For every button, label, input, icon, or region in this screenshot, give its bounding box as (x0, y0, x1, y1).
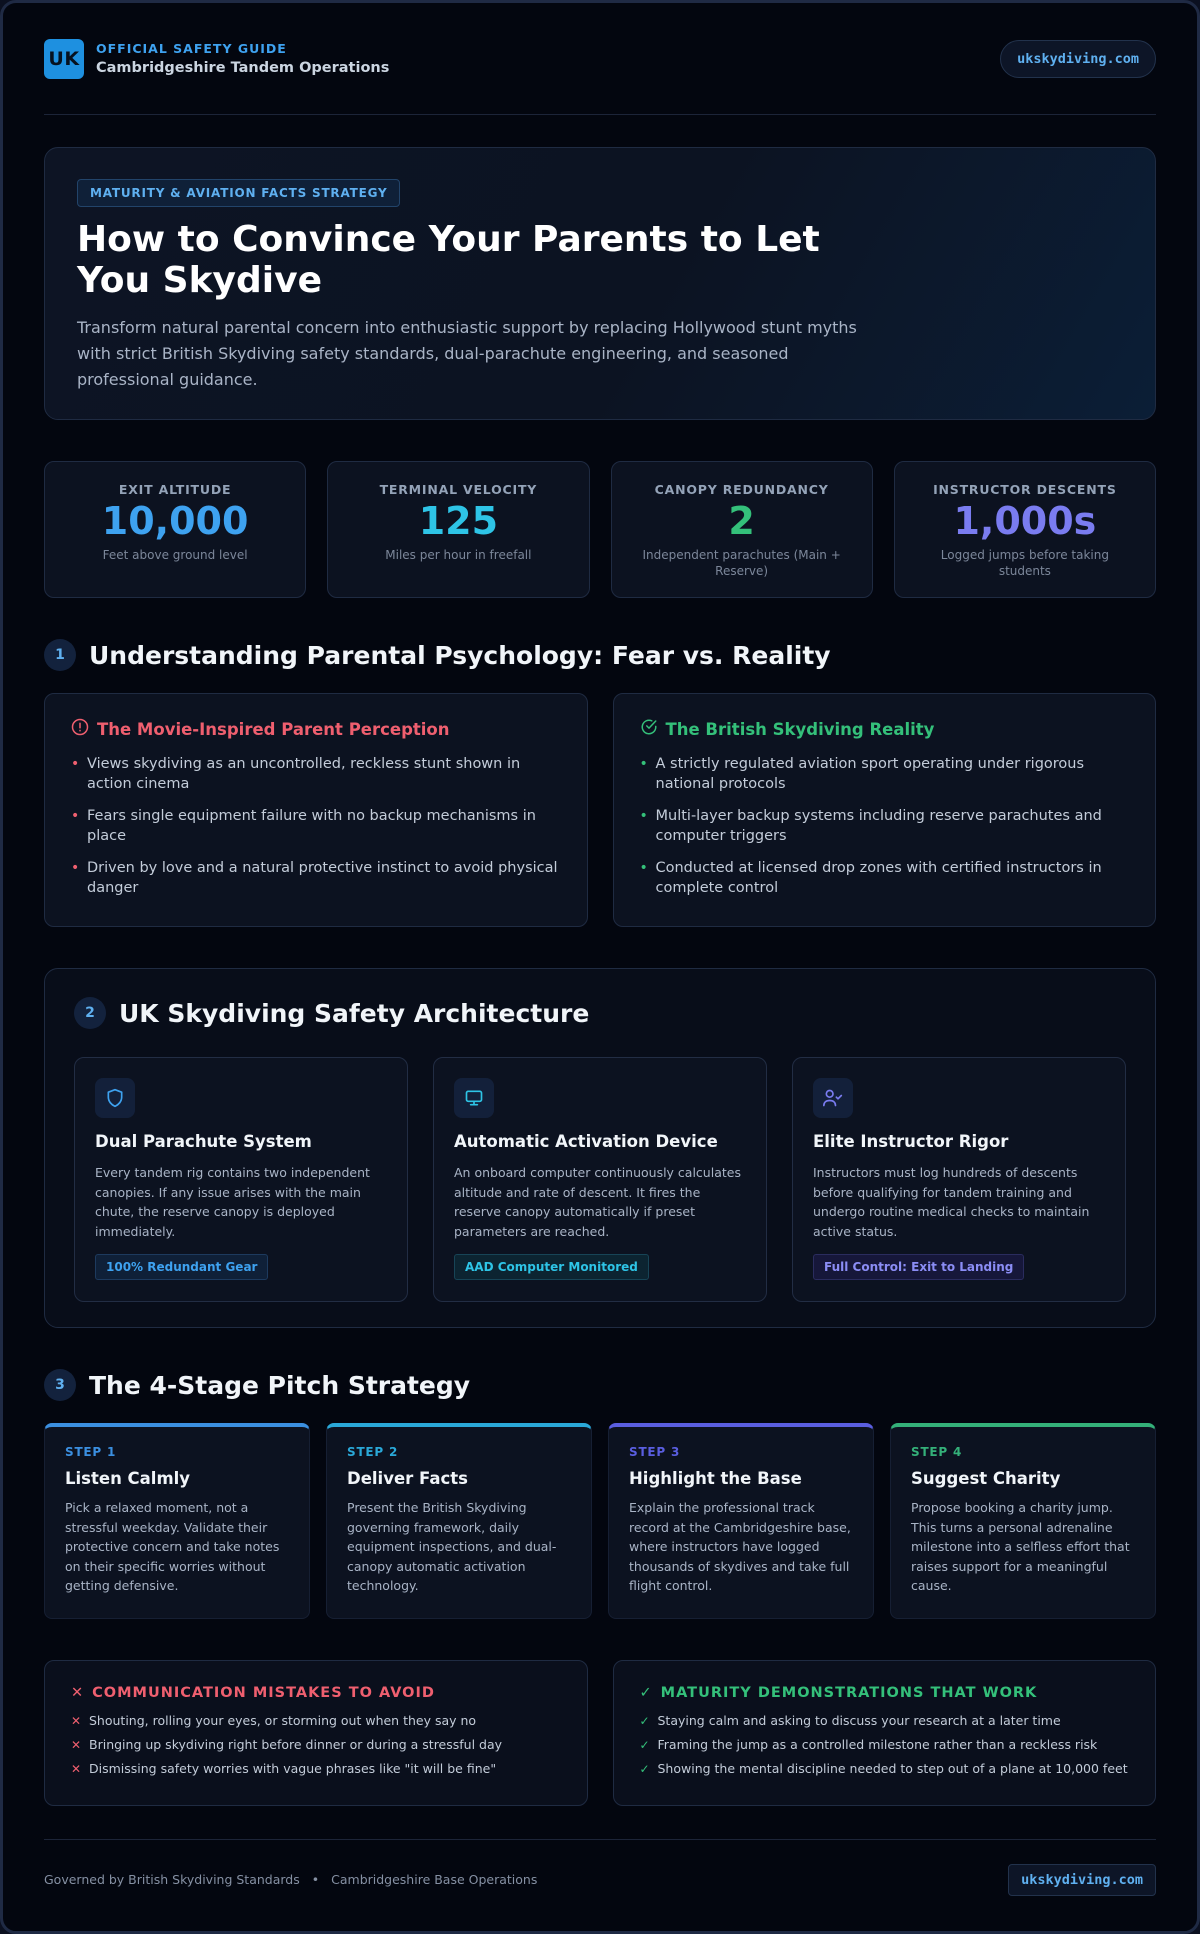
page-title: How to Convince Your Parents to Let You Skydive (77, 219, 820, 301)
list-item: ✕ Dismissing safety worries with vague phrases like "it will be fine" (71, 1761, 497, 1776)
section-number: 2 (74, 997, 106, 1029)
list-item: • Views skydiving as an uncontrolled, reckless stunt shown in action cinema (71, 756, 521, 792)
user-check-icon (813, 1078, 853, 1118)
stat-value: 2 (728, 499, 755, 543)
step-label: STEP 4 (911, 1445, 963, 1459)
reality-title: The British Skydiving Reality (665, 719, 935, 739)
brand-title: Cambridgeshire Tandem Operations (96, 60, 390, 76)
list-item: ✕ Shouting, rolling your eyes, or storming out when they say no (71, 1713, 477, 1728)
step-card-2 (326, 1423, 592, 1619)
check-icon: ✓ (639, 1762, 650, 1776)
stat-value: 10,000 (101, 499, 249, 543)
footer-standards: Governed by British Skydiving Standards (44, 1872, 300, 1887)
check-circle-icon (640, 718, 658, 740)
hero-section (44, 147, 1156, 420)
feature-card-dual-parachute (74, 1057, 408, 1302)
mistakes-card (44, 1660, 588, 1806)
feature-badge: 100% Redundant Gear (95, 1254, 268, 1280)
feature-card-instructor (792, 1057, 1126, 1302)
check-icon: ✓ (639, 1685, 653, 1701)
pitch-steps (44, 1423, 1156, 1619)
section-number: 3 (44, 1369, 76, 1401)
list-item: ✓ Staying calm and asking to discuss your research at a later time (639, 1713, 1061, 1728)
bullet-dot: • (639, 860, 648, 876)
list-item: • Conducted at licensed drop zones with certified instructors in complete control (639, 860, 1102, 896)
step-label: STEP 2 (347, 1445, 399, 1459)
stat-note: Feet above ground level (102, 548, 248, 562)
alert-circle-icon (71, 718, 89, 740)
close-icon: ✕ (71, 1685, 85, 1701)
footer-base: Cambridgeshire Base Operations (331, 1872, 538, 1887)
list-item: • Fears single equipment failure with no backup mechanisms in place (71, 808, 536, 844)
section-number: 1 (44, 639, 76, 671)
feature-description: Instructors must log hundreds of descents before qualifying for tandem training and undergo routine medical checks to maintain active status. (813, 1165, 1090, 1239)
stat-card-terminal-velocity (327, 461, 589, 598)
reality-card (613, 693, 1157, 927)
feature-title: Dual Parachute System (95, 1132, 312, 1151)
footer-separator: • (311, 1872, 320, 1887)
step-label: STEP 3 (629, 1445, 681, 1459)
stat-label: CANOPY REDUNDANCY (654, 482, 829, 497)
step-title: Listen Calmly (65, 1469, 191, 1488)
bullet-dot: • (71, 808, 80, 824)
brand-logo: UK (44, 39, 84, 79)
step-description: Present the British Skydiving governing framework, daily equipment inspections, and dual-canopy automatic activation technology. (347, 1500, 557, 1593)
check-icon: ✓ (639, 1714, 650, 1728)
footer-credits (44, 1872, 537, 1887)
list-item: ✕ Bringing up skydiving right before dinner or during a stressful day (71, 1737, 503, 1752)
feature-badge: AAD Computer Monitored (454, 1254, 649, 1280)
section-title: UK Skydiving Safety Architecture (119, 998, 590, 1028)
stat-card-exit-altitude (44, 461, 306, 598)
footer (44, 1839, 1156, 1919)
stat-note: Miles per hour in freefall (385, 548, 532, 562)
list-item: ✓ Showing the mental discipline needed to step out of a plane at 10,000 feet (639, 1761, 1128, 1776)
bullet-dot: • (639, 756, 648, 772)
feature-card-aad (433, 1057, 767, 1302)
feature-description: An onboard computer continuously calculates altitude and rate of descent. It fires the reserve canopy automatically if preset parameters are reached. (454, 1165, 741, 1239)
perception-list (71, 754, 561, 898)
safety-architecture-section (44, 968, 1156, 1328)
hero-tag: MATURITY & AVIATION FACTS STRATEGY (77, 179, 400, 207)
stat-value: 125 (418, 499, 499, 543)
section-1-heading (44, 639, 1156, 671)
stat-label: TERMINAL VELOCITY (379, 482, 538, 497)
header-domain-link[interactable]: ukskydiving.com (1000, 40, 1156, 78)
bullet-dot: • (639, 808, 648, 824)
list-item: ✓ Framing the jump as a controlled milestone rather than a reckless risk (639, 1737, 1098, 1752)
check-icon: ✓ (639, 1738, 650, 1752)
perception-title: The Movie-Inspired Parent Perception (97, 719, 450, 739)
do-dont-row (44, 1660, 1156, 1806)
stat-note: Logged jumps before taking students (940, 548, 1109, 578)
feature-title: Elite Instructor Rigor (813, 1132, 1009, 1151)
mistakes-list (71, 1713, 561, 1777)
section-3-heading (44, 1369, 1156, 1401)
section-title: Understanding Parental Psychology: Fear vs. Reality (89, 640, 831, 670)
monitor-icon (454, 1078, 494, 1118)
stat-note: Independent parachutes (Main + Reserve) (642, 548, 841, 578)
list-item: • A strictly regulated aviation sport operating under rigorous national protocols (639, 756, 1085, 792)
step-title: Suggest Charity (911, 1469, 1061, 1488)
close-icon: ✕ (71, 1762, 82, 1776)
stat-card-canopy-redundancy (611, 461, 873, 598)
close-icon: ✕ (71, 1738, 82, 1752)
step-description: Explain the professional track record at the Cambridgeshire base, where instructors have logged thousands of skydives and take full flight control. (629, 1500, 851, 1593)
maturity-card (613, 1660, 1157, 1806)
step-card-1 (44, 1423, 310, 1619)
feature-badge: Full Control: Exit to Landing (813, 1254, 1024, 1280)
stat-label: EXIT ALTITUDE (118, 482, 232, 497)
architecture-cards (74, 1057, 1126, 1302)
perception-card (44, 693, 588, 927)
list-item: • Driven by love and a natural protective instinct to avoid physical danger (71, 860, 558, 896)
top-header (44, 3, 1156, 115)
bullet-dot: • (71, 860, 80, 876)
stats-row (44, 461, 1156, 598)
hero-description: Transform natural parental concern into enthusiastic support by replacing Hollywood stunt myths with strict British Skydiving safety standards, dual-parachute engineering, and seasoned professional guidance. (77, 318, 857, 389)
mistakes-title: COMMUNICATION MISTAKES TO AVOID (92, 1685, 435, 1701)
brand[interactable] (44, 39, 389, 79)
close-icon: ✕ (71, 1714, 82, 1728)
step-card-3 (608, 1423, 874, 1619)
maturity-list (640, 1713, 1130, 1777)
shield-icon (95, 1078, 135, 1118)
maturity-title: MATURITY DEMONSTRATIONS THAT WORK (660, 1685, 1038, 1701)
step-description: Propose booking a charity jump. This turns a personal adrenaline milestone into a selfless effort that raises support for a meaningful cause. (911, 1500, 1130, 1593)
brand-kicker: OFFICIAL SAFETY GUIDE (96, 41, 287, 56)
stat-value: 1,000s (953, 499, 1097, 543)
bullet-dot: • (71, 756, 80, 772)
step-title: Highlight the Base (629, 1469, 802, 1488)
section-title: The 4-Stage Pitch Strategy (89, 1370, 471, 1400)
reality-list (640, 754, 1130, 898)
footer-domain-link[interactable]: ukskydiving.com (1008, 1864, 1156, 1896)
step-card-4 (890, 1423, 1156, 1619)
stat-card-instructor-descents (894, 461, 1156, 598)
list-item: • Multi-layer backup systems including reserve parachutes and computer triggers (639, 808, 1102, 844)
stat-label: INSTRUCTOR DESCENTS (933, 482, 1117, 497)
section-2-heading (74, 997, 1126, 1029)
feature-description: Every tandem rig contains two independent canopies. If any issue arises with the main chute, the reserve canopy is deployed immediately. (95, 1165, 370, 1239)
feature-title: Automatic Activation Device (454, 1132, 718, 1151)
step-title: Deliver Facts (347, 1469, 468, 1488)
step-description: Pick a relaxed moment, not a stressful weekday. Validate their protective concern and take notes on their specific worries without getting defensive. (65, 1500, 280, 1593)
step-label: STEP 1 (65, 1445, 117, 1459)
psychology-comparison (44, 693, 1156, 927)
